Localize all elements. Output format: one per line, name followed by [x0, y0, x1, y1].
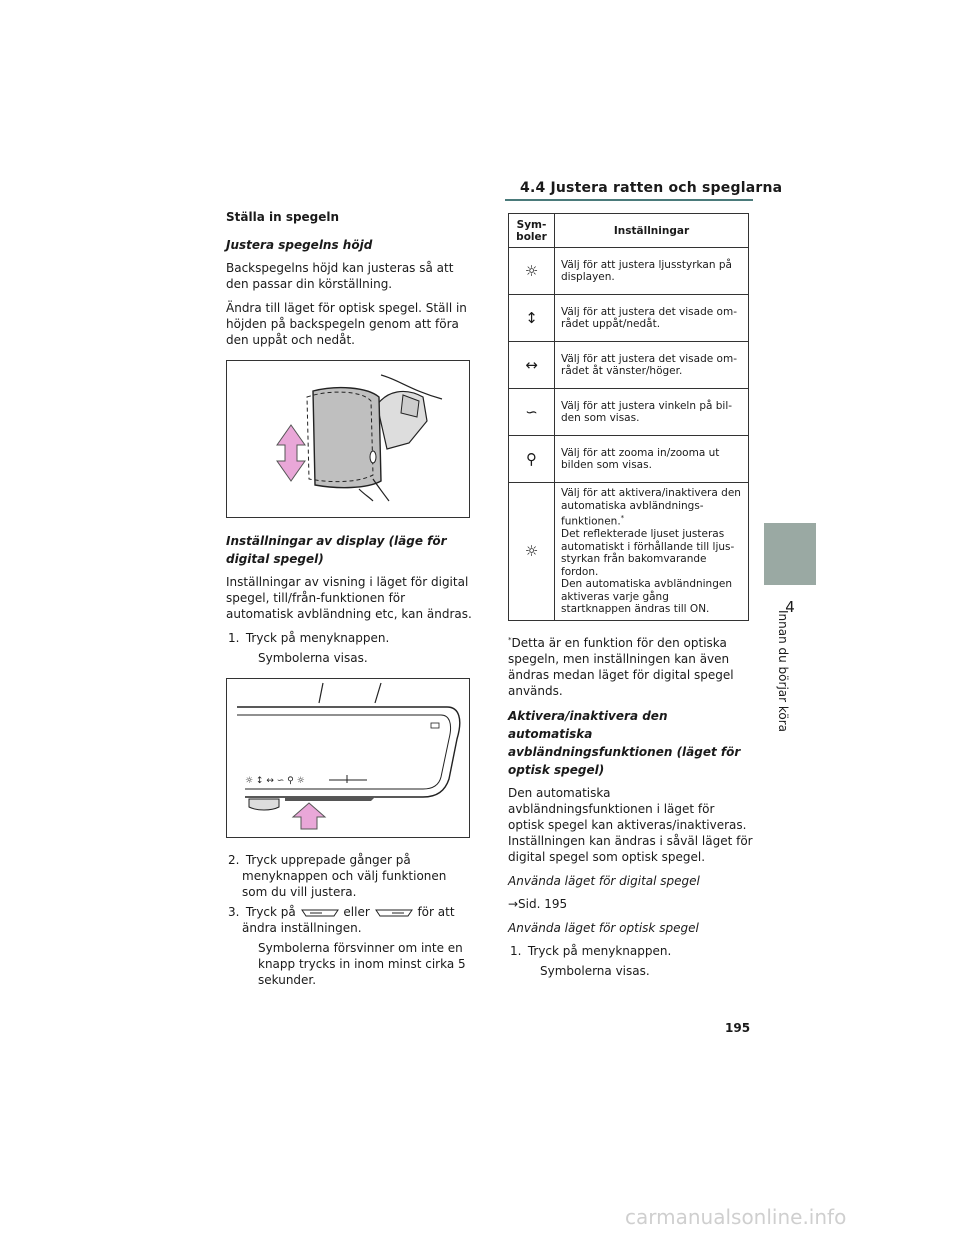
right-column [508, 632, 753, 987]
watermark: carmanualsonline.info [625, 1205, 847, 1229]
left-button-icon [300, 908, 340, 918]
mirror-menu-illustration [227, 679, 469, 837]
svg-text:☼ ↕ ↔ ∽ ⚲ ☼: ☼ ↕ ↔ ∽ ⚲ ☼ [245, 776, 305, 786]
subheading-auto-dimming: Aktivera/inaktivera den automatiska avbländningsfunktionen (läget för optisk spegel) [508, 709, 741, 777]
section-title: 4.4 Justera ratten och speglarna [520, 180, 783, 196]
page-reference[interactable]: →Sid. 195 [508, 897, 568, 911]
mirror-height-illustration [227, 361, 469, 517]
table-row: ↕ Välj för att justera det visade om-rådet uppåt/nedåt. [509, 295, 749, 342]
optical-mode-heading: Använda läget för optisk spegel [508, 921, 699, 935]
subheading-display: Inställningar av display (läge för digital spegel) [226, 534, 447, 566]
step-1-optical: 1. Tryck på menyknappen. [510, 944, 672, 958]
table-row: ∽ Välj för att justera vinkeln på bil-den som visas. [509, 389, 749, 436]
col-settings: Inställningar [555, 214, 749, 248]
symbols-table [508, 213, 749, 621]
paragraph-auto-dimming: Den automatiska avbländningsfunktionen i läget för optisk spegel kan aktiveras/inaktiveras. Inställningen kan ändras i såväl läget för digital spegel som optisk spegel. [508, 786, 753, 864]
zoom-icon: ⚲ [509, 436, 555, 483]
angle-icon: ∽ [509, 389, 555, 436]
chapter-number: 4 [785, 598, 795, 616]
step-1-result: Symbolerna visas. [258, 651, 368, 665]
table-row: ⚲ Välj för att zooma in/zooma ut bilden som visas. [509, 436, 749, 483]
step-1-optical-result: Symbolerna visas. [540, 964, 650, 978]
figure-menu-button [226, 678, 470, 838]
header-rule [505, 199, 753, 201]
step-3: 3. Tryck på eller för att ändra inställningen. [228, 905, 455, 935]
table-row: ↔ Välj för att justera det visade om-rådet åt vänster/höger. [509, 342, 749, 389]
auto-dimming-icon: ☼ [509, 483, 555, 621]
paragraph-height-1: Backspegelns höjd kan justeras så att den passar din körställning. [226, 261, 454, 291]
heading-mirror-setup: Ställa in spegeln [226, 210, 340, 224]
right-button-icon [374, 908, 414, 918]
step-1: 1. Tryck på menyknappen. [228, 631, 390, 645]
paragraph-height-2: Ändra till läget för optisk spegel. Ställ in höjden på backspegeln genom att föra den uppåt och nedåt. [226, 301, 467, 347]
table-row: ☼ Välj för att aktivera/inaktivera den automatiska avbländnings-funktionen.* Det reflekterade ljuset justeras automatiskt i förhållande till ljus-styrkan från bakomvarande fordon. Den automatiska avbländningen aktiveras varje gång startknappen ändras till ON. [509, 483, 749, 621]
chapter-tab [764, 523, 816, 585]
brightness-icon: ☼ [509, 248, 555, 295]
table-row: ☼ Välj för att justera ljusstyrkan på displayen. [509, 248, 749, 295]
step-3-result: Symbolerna försvinner om inte en knapp trycks in inom minst cirka 5 sekunder. [258, 941, 466, 987]
horizontal-arrows-icon: ↔ [509, 342, 555, 389]
subheading-height: Justera spegelns höjd [226, 238, 373, 252]
vertical-arrows-icon: ↕ [509, 295, 555, 342]
table-header [509, 214, 749, 248]
chapter-title: Innan du börjar köra [776, 610, 790, 733]
paragraph-display: Inställningar av visning i läget för digital spegel, till/från-funktionen för automatisk avbländning etc, kan ändras. [226, 575, 472, 621]
left-column [226, 210, 474, 996]
step-2: 2. Tryck upprepade gånger på menyknappen och välj funktionen som du vill justera. [228, 853, 447, 899]
figure-mirror-height [226, 360, 470, 518]
digital-mode-heading: Använda läget för digital spegel [508, 874, 700, 888]
col-symbols: Sym- boler [509, 214, 555, 248]
page-number: 195 [725, 1021, 751, 1035]
footnote: *Detta är en funktion för den optiska spegeln, men inställningen kan även ändras medan läget för digital spegel används. [508, 636, 734, 698]
